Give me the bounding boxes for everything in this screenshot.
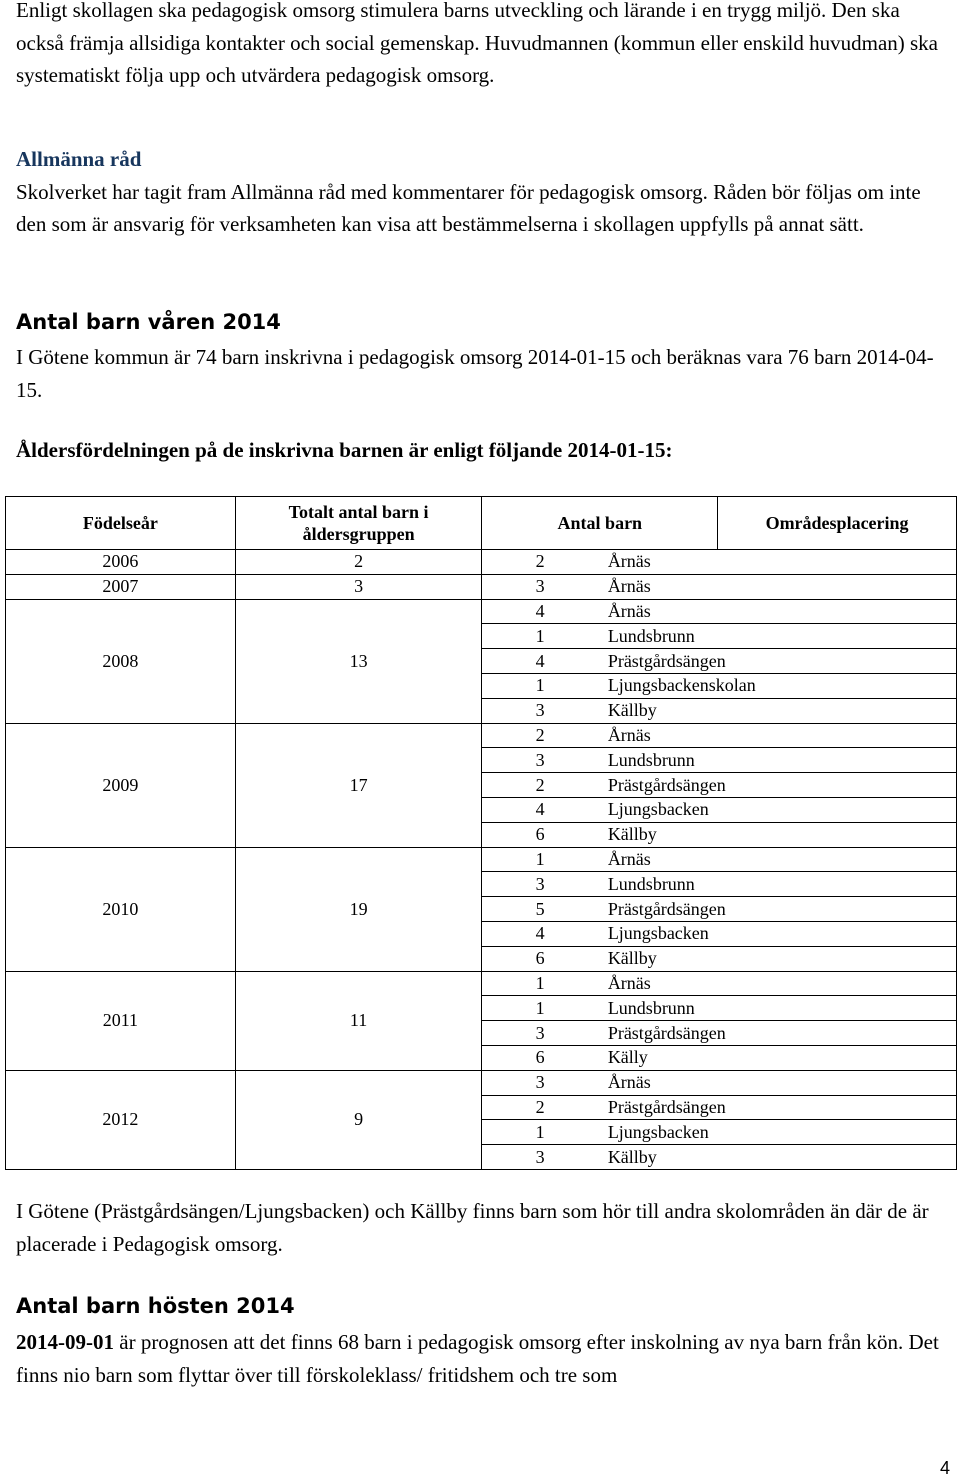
header-area: Områdesplacering xyxy=(718,497,957,550)
header-total: Totalt antal barn i åldersgruppen xyxy=(235,497,482,550)
allmanna-rad-text: Skolverket har tagit fram Allmänna råd med kommentarer för pedagogisk omsorg. Råden bör följas om inte den som är ansvarig för verksamheten kan visa att bestämmelserna i skollagen uppfylls på annat sätt. xyxy=(16,179,921,236)
count-cell: 3 xyxy=(482,698,598,723)
count-cell: 2 xyxy=(482,773,598,798)
birth-year-cell: 2012 xyxy=(6,1070,236,1169)
birth-year-cell: 2011 xyxy=(6,971,236,1070)
total-cell: 13 xyxy=(235,599,482,723)
table-row xyxy=(6,971,957,996)
count-cell: 1 xyxy=(482,624,598,649)
area-cell: Källby xyxy=(598,946,957,971)
intro-paragraph: Enligt skollagen ska pedagogisk omsorg stimulera barns utveckling och lärande i en trygg miljö. Den ska också främja allsidiga kontakter och social gemenskap. Huvudmannen (kommun eller enskild huvudman) ska systematiskt följa upp och utvärdera pedagogisk omsorg. xyxy=(16,0,939,87)
area-cell: Lundsbrunn xyxy=(598,624,957,649)
count-cell: 3 xyxy=(482,574,598,599)
area-cell: Årnäs xyxy=(598,1070,957,1095)
count-cell: 4 xyxy=(482,649,598,674)
area-cell: Ljungsbackenskolan xyxy=(598,673,957,698)
area-cell: Lundsbrunn xyxy=(598,996,957,1021)
count-cell: 2 xyxy=(482,723,598,748)
total-cell: 17 xyxy=(235,723,482,847)
birth-year-cell: 2009 xyxy=(6,723,236,847)
table-row xyxy=(6,550,957,575)
count-cell: 6 xyxy=(482,822,598,847)
count-cell: 1 xyxy=(482,847,598,872)
total-cell: 3 xyxy=(235,574,482,599)
total-cell: 9 xyxy=(235,1070,482,1169)
autumn-heading: Antal barn hösten 2014 xyxy=(16,1294,295,1318)
area-cell: Årnäs xyxy=(598,847,957,872)
autumn-paragraph xyxy=(16,1326,946,1391)
count-cell: 3 xyxy=(482,1070,598,1095)
count-cell: 1 xyxy=(482,996,598,1021)
count-cell: 6 xyxy=(482,946,598,971)
birth-year-cell: 2007 xyxy=(6,574,236,599)
allmanna-rad-heading: Allmänna råd xyxy=(16,147,142,171)
spring-heading: Antal barn våren 2014 xyxy=(16,310,281,334)
area-cell: Lundsbrunn xyxy=(598,748,957,773)
table-header-row xyxy=(6,497,957,550)
count-cell: 4 xyxy=(482,599,598,624)
table-row xyxy=(6,723,957,748)
area-cell: Årnäs xyxy=(598,971,957,996)
header-birth-year: Födelseår xyxy=(6,497,236,550)
area-cell: Ljungsbacken xyxy=(598,921,957,946)
count-cell: 6 xyxy=(482,1045,598,1070)
age-distribution-table xyxy=(5,496,957,1170)
area-cell: Prästgårdsängen xyxy=(598,1095,957,1120)
area-cell: Årnäs xyxy=(598,723,957,748)
spring-text: I Götene kommun är 74 barn inskrivna i pedagogisk omsorg 2014-01-15 och beräknas vara 76 barn 2014-04-15. xyxy=(16,345,934,402)
table-row xyxy=(6,574,957,599)
table-row xyxy=(6,1070,957,1095)
area-cell: Ljungsbacken xyxy=(598,797,957,822)
header-count: Antal barn xyxy=(482,497,718,550)
table-row xyxy=(6,847,957,872)
count-cell: 3 xyxy=(482,872,598,897)
area-cell: Prästgårdsängen xyxy=(598,897,957,922)
total-cell: 19 xyxy=(235,847,482,971)
after-table-text: I Götene (Prästgårdsängen/Ljungsbacken) och Källby finns barn som hör till andra skolområden än där de är placerade i Pedagogisk omsorg. xyxy=(16,1199,929,1256)
table-body xyxy=(6,550,957,1170)
area-cell: Prästgårdsängen xyxy=(598,649,957,674)
birth-year-cell: 2006 xyxy=(6,550,236,575)
area-cell: Prästgårdsängen xyxy=(598,1021,957,1046)
area-cell: Källy xyxy=(598,1045,957,1070)
page-number: 4 xyxy=(939,1458,950,1478)
count-cell: 2 xyxy=(482,1095,598,1120)
count-cell: 3 xyxy=(482,1021,598,1046)
total-cell: 2 xyxy=(235,550,482,575)
age-distribution-heading: Åldersfördelningen på de inskrivna barnen är enligt följande 2014-01-15: xyxy=(16,438,673,462)
area-cell: Lundsbrunn xyxy=(598,872,957,897)
count-cell: 1 xyxy=(482,1120,598,1145)
area-cell: Årnäs xyxy=(598,574,957,599)
allmanna-rad-section xyxy=(16,143,946,241)
count-cell: 1 xyxy=(482,971,598,996)
count-cell: 4 xyxy=(482,797,598,822)
count-cell: 5 xyxy=(482,897,598,922)
table-row xyxy=(6,599,957,624)
autumn-text: är prognosen att det finns 68 barn i pedagogisk omsorg efter inskolning av nya barn från kön. Det finns nio barn som flyttar över till förskoleklass/ fritidshem och tre som xyxy=(16,1330,939,1387)
count-cell: 3 xyxy=(482,1145,598,1170)
area-cell: Ljungsbacken xyxy=(598,1120,957,1145)
birth-year-cell: 2010 xyxy=(6,847,236,971)
count-cell: 3 xyxy=(482,748,598,773)
area-cell: Källby xyxy=(598,1145,957,1170)
area-cell: Källby xyxy=(598,698,957,723)
area-cell: Källby xyxy=(598,822,957,847)
count-cell: 2 xyxy=(482,550,598,575)
count-cell: 4 xyxy=(482,921,598,946)
area-cell: Årnäs xyxy=(598,599,957,624)
count-cell: 1 xyxy=(482,673,598,698)
area-cell: Prästgårdsängen xyxy=(598,773,957,798)
birth-year-cell: 2008 xyxy=(6,599,236,723)
total-cell: 11 xyxy=(235,971,482,1070)
autumn-date: 2014-09-01 xyxy=(16,1330,114,1354)
area-cell: Årnäs xyxy=(598,550,957,575)
